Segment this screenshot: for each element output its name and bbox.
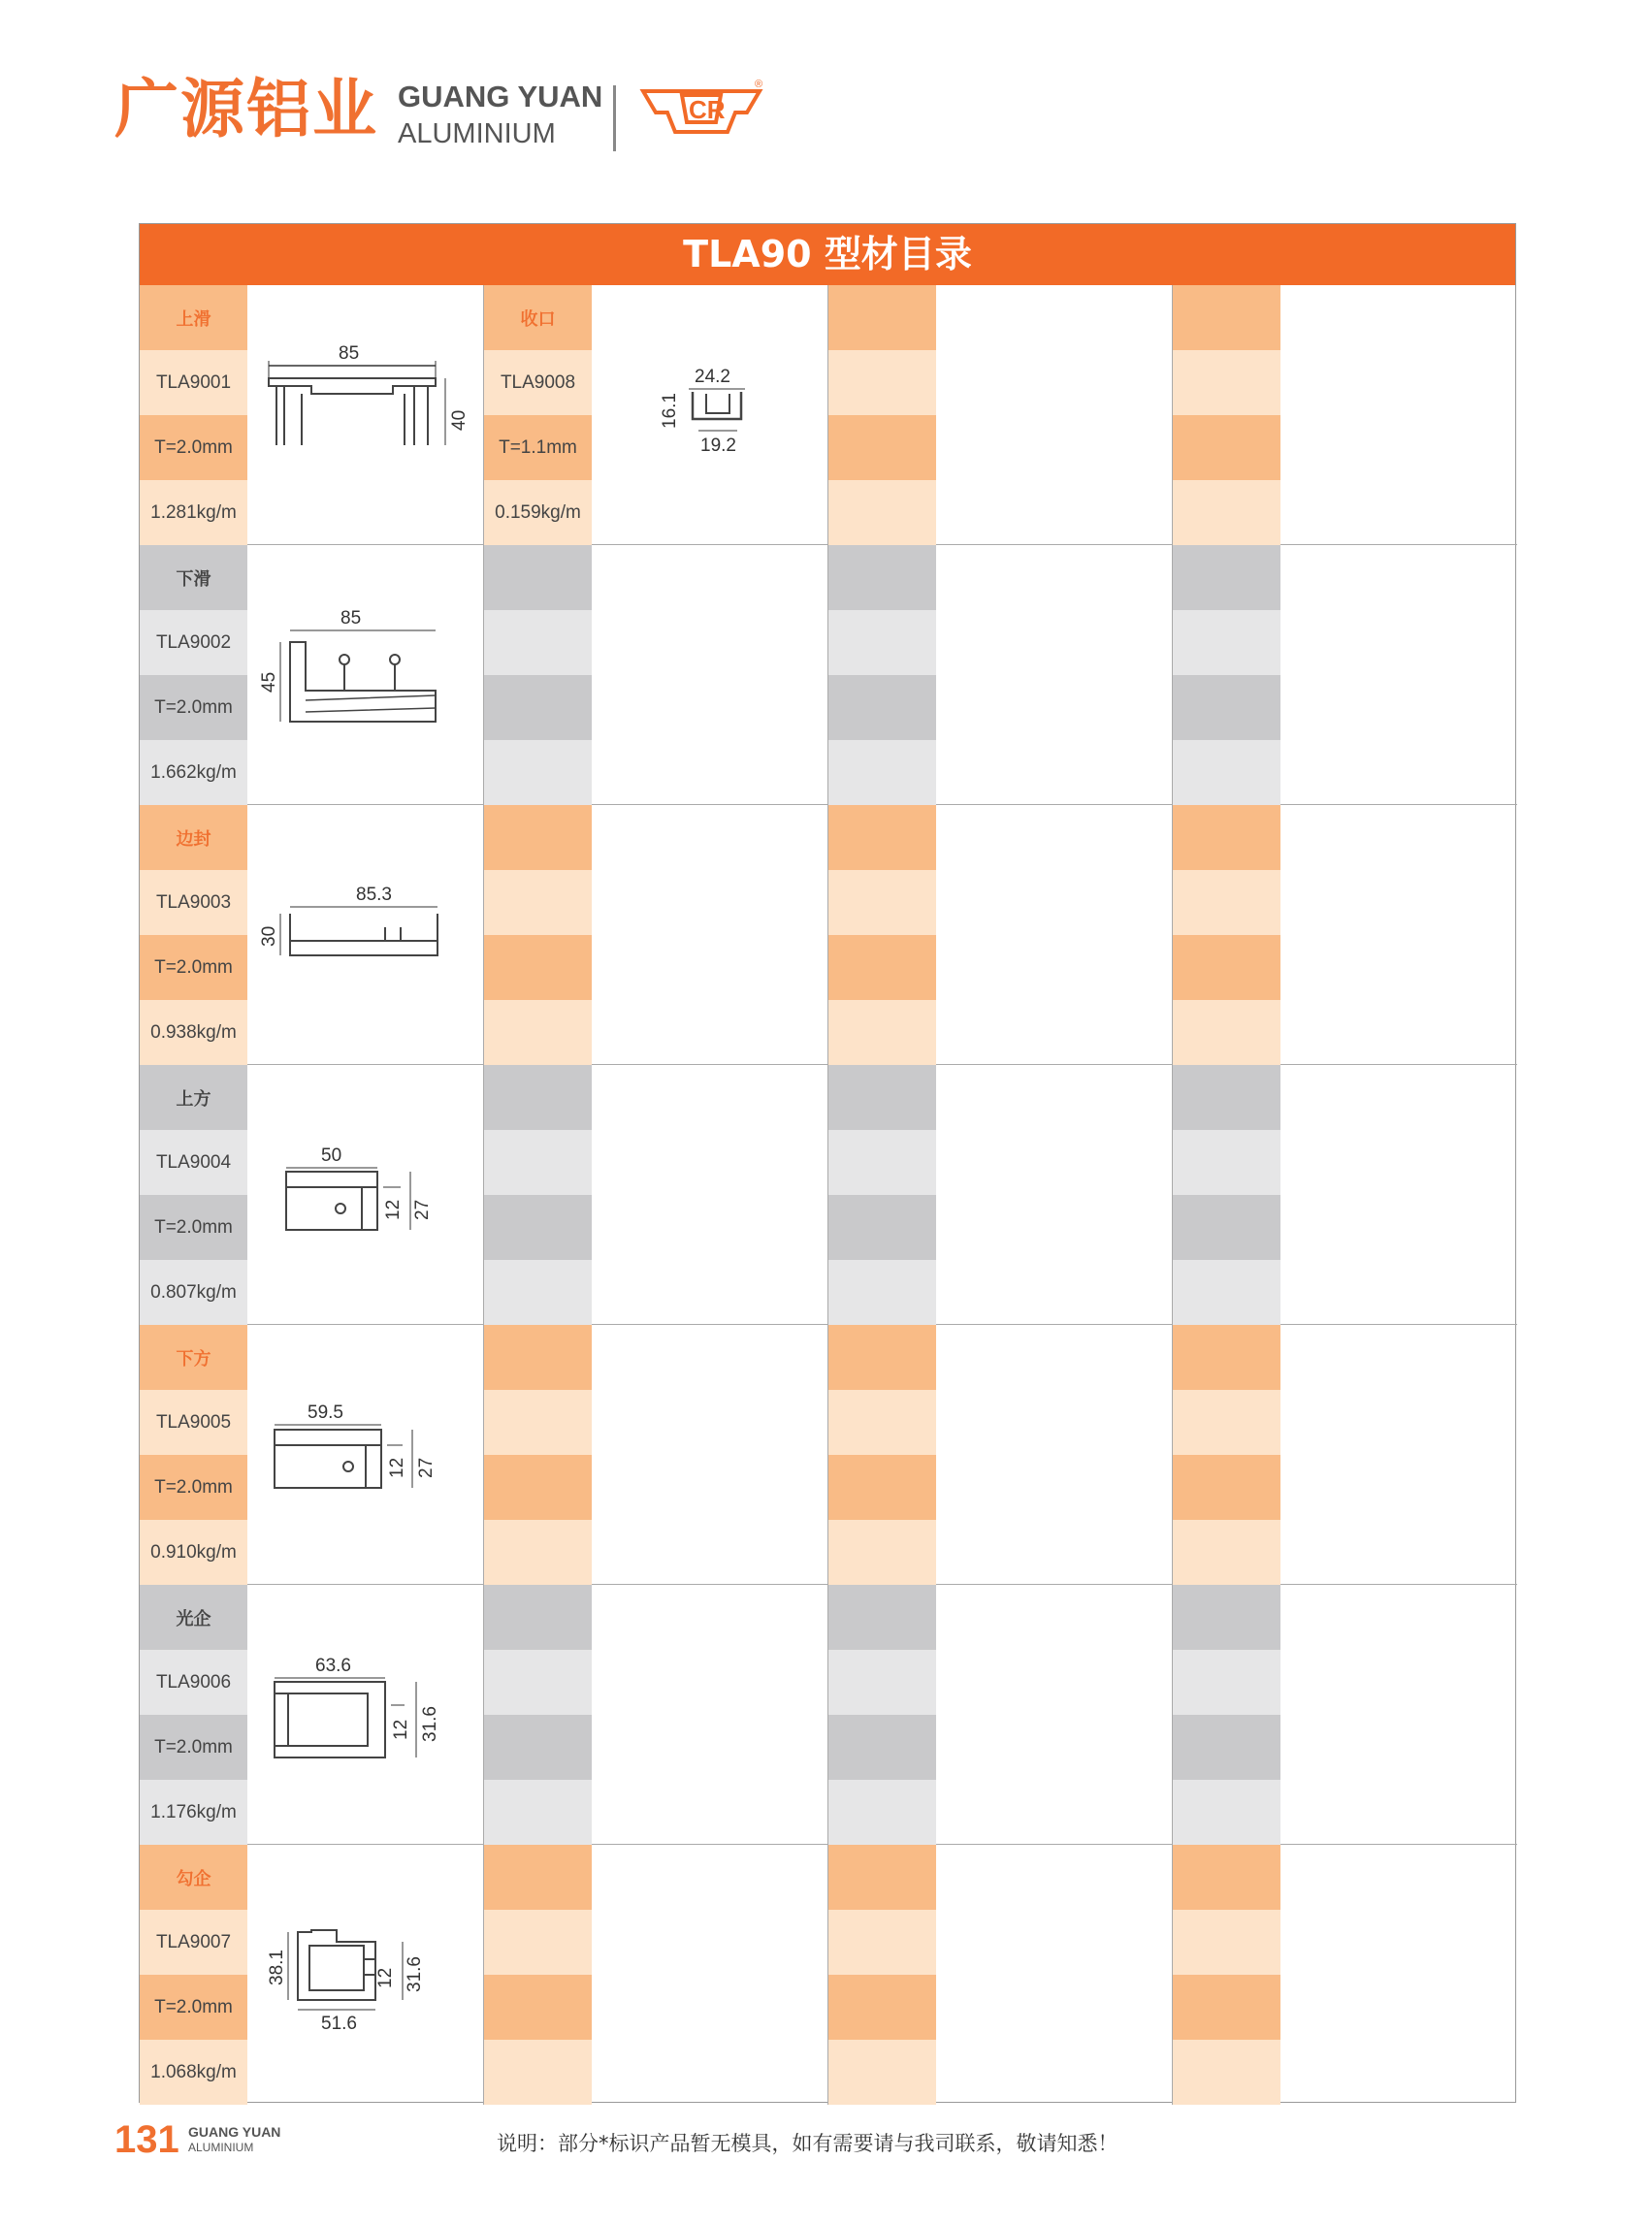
empty-profile-card [1173, 285, 1517, 545]
registered-mark: ® [755, 79, 763, 90]
profile-code: TLA9004 [140, 1130, 247, 1195]
profile-drawing [247, 545, 484, 805]
profile-name: 下滑 [140, 545, 247, 610]
dim-inner-height: 12 [391, 1719, 411, 1740]
dim-width: 85 [339, 343, 360, 364]
svg-text:CR: CR [689, 95, 726, 124]
dim-width: 63.6 [315, 1656, 351, 1676]
profile-card-tla9007 [140, 1845, 484, 2105]
profile-drawing [247, 805, 484, 1065]
empty-profile-card [1173, 1585, 1517, 1845]
empty-profile-card [484, 1585, 828, 1845]
empty-profile-card [828, 805, 1173, 1065]
empty-profile-card [828, 1845, 1173, 2105]
dim-height: 30 [259, 925, 279, 947]
profile-card-tla9006 [140, 1585, 484, 1845]
dim-width: 24.2 [695, 367, 730, 387]
catalog-title: TLA90 型材目录 [140, 224, 1515, 285]
profile-card-tla9005 [140, 1325, 484, 1585]
empty-profile-card [484, 1845, 828, 2105]
profile-drawing [592, 285, 828, 545]
profile-thickness: T=2.0mm [140, 1975, 247, 2040]
profile-name: 勾企 [140, 1845, 247, 1910]
profile-name: 下方 [140, 1325, 247, 1390]
profile-drawing [247, 1585, 484, 1845]
dim-height: 27 [416, 1457, 437, 1478]
empty-profile-card [1173, 1845, 1517, 2105]
profile-thickness: T=2.0mm [140, 1195, 247, 1260]
profile-code: TLA9007 [140, 1910, 247, 1975]
profile-weight: 0.938kg/m [140, 1000, 247, 1065]
profile-drawing [247, 1845, 484, 2105]
empty-profile-card [1173, 545, 1517, 805]
profile-code: TLA9001 [140, 350, 247, 415]
empty-profile-card [484, 545, 828, 805]
profile-drawing [247, 285, 484, 545]
dim-height: 31.6 [420, 1706, 440, 1742]
empty-profile-card [828, 1585, 1173, 1845]
dim-height: 16.1 [660, 393, 680, 429]
dim-width: 59.5 [308, 1403, 343, 1423]
dim-width: 85 [340, 608, 362, 629]
empty-profile-card [1173, 805, 1517, 1065]
dim-inner-height: 12 [387, 1457, 407, 1478]
profile-weight: 0.910kg/m [140, 1520, 247, 1585]
profile-thickness: T=2.0mm [140, 1715, 247, 1780]
brand-name-en-line1: GUANG YUAN [398, 80, 603, 113]
brand-divider [613, 85, 616, 151]
profile-code: TLA9008 [484, 350, 592, 415]
dim-inner-width: 19.2 [700, 435, 736, 456]
profile-drawing [247, 1065, 484, 1325]
dim-inner-height: 12 [375, 1967, 396, 1988]
dim-height: 27 [412, 1199, 433, 1220]
profile-weight: 0.807kg/m [140, 1260, 247, 1325]
profile-thickness: T=2.0mm [140, 935, 247, 1000]
profile-name: 上滑 [140, 285, 247, 350]
empty-profile-card [828, 1325, 1173, 1585]
page-header [114, 68, 794, 155]
profile-weight: 1.662kg/m [140, 740, 247, 805]
profile-weight: 1.176kg/m [140, 1780, 247, 1845]
profile-thickness: T=2.0mm [140, 675, 247, 740]
profile-card-tla9004 [140, 1065, 484, 1325]
empty-profile-card [828, 285, 1173, 545]
dim-height: 40 [449, 409, 470, 431]
profile-code: TLA9005 [140, 1390, 247, 1455]
footer-brand-line2: ALUMINIUM [188, 2141, 254, 2154]
profile-code: TLA9006 [140, 1650, 247, 1715]
empty-profile-card [828, 1065, 1173, 1325]
empty-profile-card [1173, 1325, 1517, 1585]
profile-card-tla9002 [140, 545, 484, 805]
profile-name: 收口 [484, 285, 592, 350]
dim-height: 38.1 [267, 1950, 287, 1985]
empty-profile-card [484, 1065, 828, 1325]
catalog-table [139, 223, 1516, 2103]
brand-name-en-line2: ALUMINIUM [398, 118, 556, 149]
footer-note: 说明：部分*标识产品暂无模具，如有需要请与我司联系，敬请知悉！ [497, 2132, 1118, 2155]
empty-profile-card [1173, 1065, 1517, 1325]
profile-weight: 1.068kg/m [140, 2040, 247, 2105]
profile-thickness: T=1.1mm [484, 415, 592, 480]
dim-height: 45 [259, 671, 279, 693]
footer-brand-line1: GUANG YUAN [188, 2124, 281, 2140]
profile-thickness: T=2.0mm [140, 1455, 247, 1520]
profile-card-tla9008 [484, 285, 828, 545]
empty-profile-card [828, 545, 1173, 805]
gy-logo-icon [638, 74, 764, 151]
dim-width: 85.3 [356, 885, 392, 905]
brand-name-cn: 广源铝业 [114, 72, 378, 146]
profile-thickness: T=2.0mm [140, 415, 247, 480]
profile-code: TLA9003 [140, 870, 247, 935]
profile-name: 光企 [140, 1585, 247, 1650]
profile-code: TLA9002 [140, 610, 247, 675]
dim-inner-height: 12 [383, 1199, 404, 1220]
profile-weight: 0.159kg/m [484, 480, 592, 545]
dim-side-height: 31.6 [405, 1956, 425, 1992]
profile-name: 上方 [140, 1065, 247, 1130]
profile-card-tla9003 [140, 805, 484, 1065]
profile-drawing [247, 1325, 484, 1585]
profile-card-tla9001 [140, 285, 484, 545]
empty-profile-card [484, 805, 828, 1065]
empty-profile-card [484, 1325, 828, 1585]
dim-width: 51.6 [321, 2014, 357, 2034]
dim-width: 50 [321, 1145, 342, 1166]
page-number: 131 [114, 2118, 179, 2161]
profile-name: 边封 [140, 805, 247, 870]
profile-weight: 1.281kg/m [140, 480, 247, 545]
